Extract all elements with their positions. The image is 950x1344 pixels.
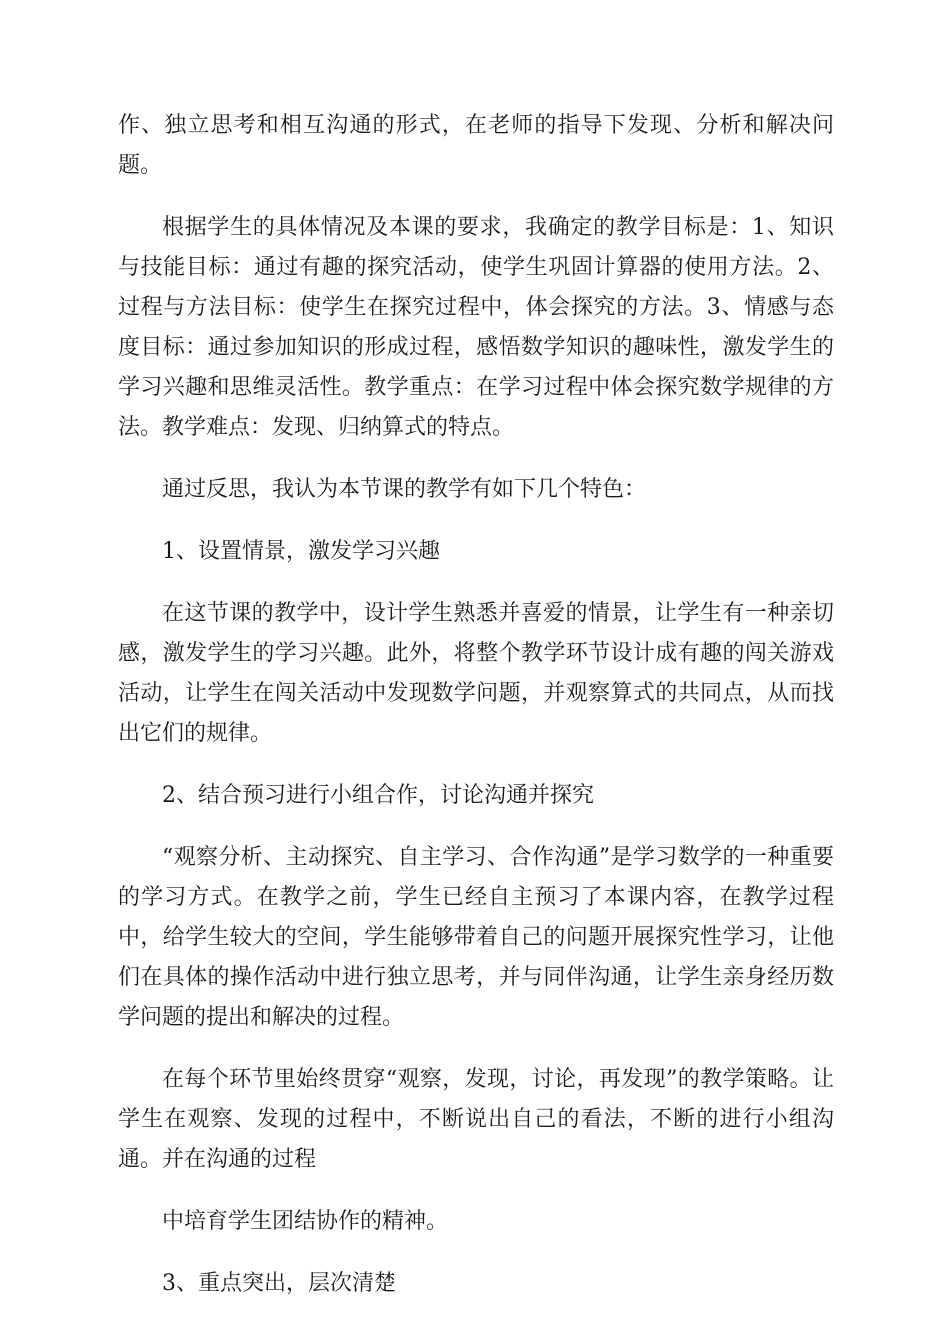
heading-feature-3: 3、重点突出，层次清楚	[162, 1271, 396, 1296]
paragraph-continuation: 作、独立思考和相互沟通的形式，在老师的指导下发现、分析和解决问题。	[118, 113, 834, 178]
paragraph-teaching-goals: 根据学生的具体情况及本课的要求，我确定的教学目标是：1、知识与技能目标：通过有趣的探究活动，使学生巩固计算器的使用方法。2、过程与方法目标：使学生在探究过程中，体会探究的方法。3、情感与态度目标：通过参加知识的形成过程，感悟数学知识的趣味性，激发学生的学习兴趣和思维灵活性。教学重点：在学习过程中体会探究数学规律的方法。教学难点：发现、归纳算式的特点。	[118, 215, 834, 440]
heading-feature-1: 1、设置情景，激发学习兴趣	[162, 539, 440, 564]
paragraph-teaching-strategy: 在每个环节里始终贯穿“观察，发现，讨论，再发现”的教学策略。让学生在观察、发现的过程中，不断说出自己的看法，不断的进行小组沟通。并在沟通的过程	[118, 1067, 834, 1172]
paragraph-reflection-intro: 通过反思，我认为本节课的教学有如下几个特色：	[162, 477, 647, 502]
paragraph-teamwork: 中培育学生团结协作的精神。	[162, 1209, 449, 1234]
document-body	[118, 106, 834, 1326]
paragraph-feature-2: “观察分析、主动探究、自主学习、合作沟通”是学习数学的一种重要的学习方式。在教学之前，学生已经自主预习了本课内容，在教学过程中，给学生较大的空间，学生能够带着自己的问题开展探究性学习，让他们在具体的操作活动中进行独立思考，并与同伴沟通，让学生亲身经历数学问题的提出和解决的过程。	[118, 845, 834, 1030]
paragraph-feature-1: 在这节课的教学中，设计学生熟悉并喜爱的情景，让学生有一种亲切感，激发学生的学习兴趣。此外，将整个教学环节设计成有趣的闯关游戏活动，让学生在闯关活动中发现数学问题，并观察算式的共同点，从而找出它们的规律。	[118, 601, 834, 746]
heading-feature-2: 2、结合预习进行小组合作，讨论沟通并探究	[162, 783, 594, 808]
